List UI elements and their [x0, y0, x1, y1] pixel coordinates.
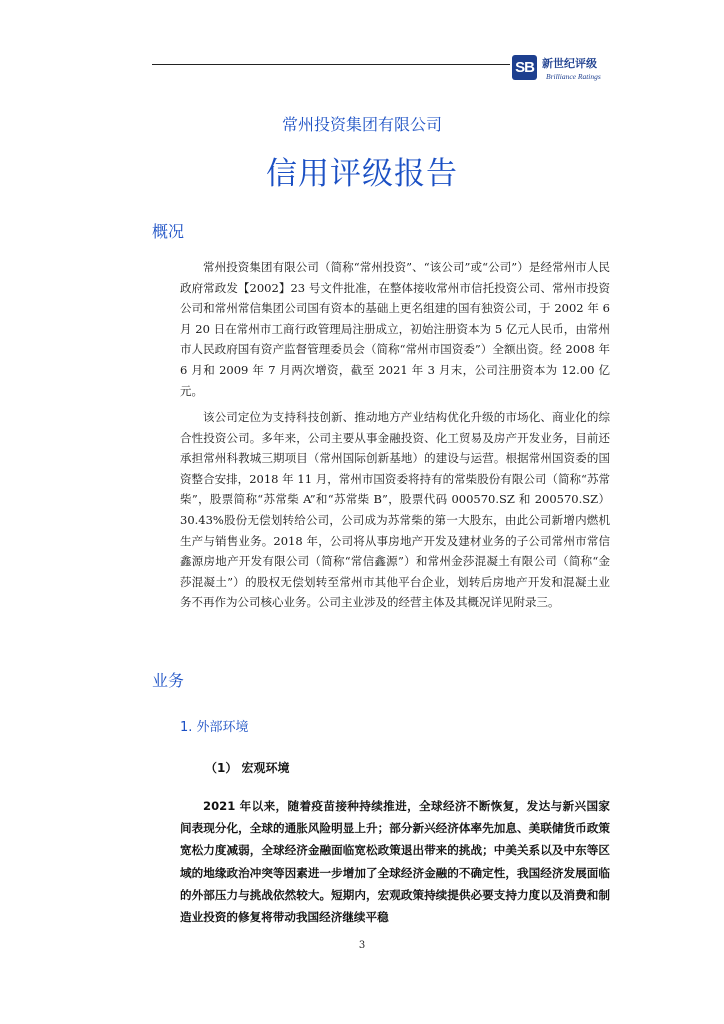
report-title: 信用评级报告: [266, 156, 458, 192]
external-environment-heading: 1. 外部环境: [180, 720, 249, 735]
logo-mark: SB: [512, 55, 537, 80]
logo-english-name: Brilliance Ratings: [546, 72, 601, 81]
header-rule: [152, 64, 510, 65]
logo-chinese-name: 新世纪评级: [542, 57, 597, 70]
brand-logo: [512, 52, 622, 92]
page-number: 3: [358, 940, 366, 951]
overview-heading: 概况: [152, 222, 185, 241]
macro-environment-paragraph: 2021 年以来，随着疫苗接种持续推进，全球经济不断恢复，发达与新兴国家间表现分化，全球的通胀风险明显上升；部分新兴经济体率先加息、美联储货币政策宽松力度减弱，全球经济金融面临宽松政策退出带来的挑战；中美关系以及中东等区域的地缘政治冲突等因素进一步增加了全球经济金融的不确定性，我国经济发展面临的外部压力与挑战依然较大。短期内，宏观政策持续提供必要支持力度以及消费和制造业投资的修复将带动我国经济继续平稳: [180, 799, 610, 925]
overview-paragraph-2: 该公司定位为支持科技创新、推动地方产业结构优化升级的市场化、商业化的综合性投资公司。多年来，公司主要从事金融投资、化工贸易及房产开发业务，目前还承担常州科教城三期项目（常州国际创新基地）的建设与运营。根据常州国资委的国资整合安排，2018 年 11 月，常州市国资委将持有的常柴股份有限公司（简称“苏常柴”，股票简称“苏常柴 A”和“苏常柴 B”，股票代码 000570.SZ 和 200570.SZ）30.43%股份无偿划转给公司，公司成为苏常柴的第一大股东，由此公司新增内燃机生产与销售业务。2018 年，公司将从事房地产开发及建材业务的子公司常州市常信鑫源房地产开发有限公司（简称“常信鑫源”）和常州金莎混凝土有限公司（简称“金莎混凝土”）的股权无偿划转至常州市其他平台企业，划转后房地产开发和混凝土业务不再作为公司核心业务。公司主业涉及的经营主体及其概况详见附录三。: [180, 410, 610, 610]
company-title: 常州投资集团有限公司: [281, 115, 442, 134]
overview-paragraph-1: 常州投资集团有限公司（简称“常州投资”、“该公司”或“公司”）是经常州市人民政府常政发【2002】23 号文件批准，在整体接收常州市信托投资公司、常州市投资公司和常州常信集团公司国有资本的基础上更名组建的国有独资公司，于 2002 年 6 月 20 日在常州市工商行政管理局注册成立，初始注册资本为 5 亿元人民币，由常州市人民政府国有资产监督管理委员会（简称“常州市国资委”）全额出资。经 2008 年 6 月和 2009 年 7 月两次增资，截至 2021 年 3 月末，公司注册资本为 12.00 亿元。: [180, 260, 610, 398]
macro-environment-heading: （1） 宏观环境: [205, 761, 290, 775]
business-heading: 业务: [152, 671, 185, 690]
